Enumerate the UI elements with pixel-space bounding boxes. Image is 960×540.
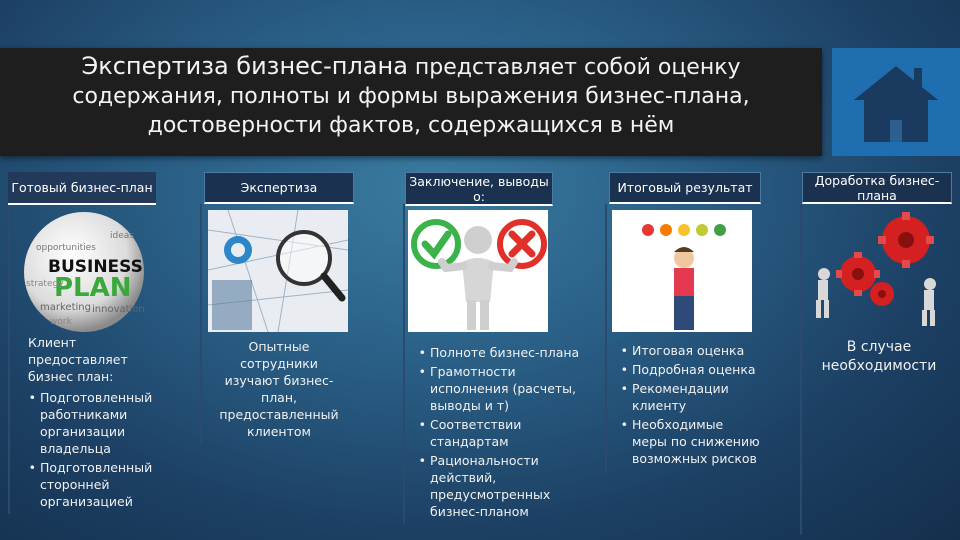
- title-line-2: содержания, полноты и формы выражения бизнес-плана,: [72, 84, 750, 109]
- column-ready-plan: [8, 172, 156, 205]
- image-word: ideas: [110, 231, 134, 241]
- column-expertise-text: Опытные сотрудники изучают бизнес-план, предоставленный клиентом: [219, 339, 339, 439]
- column-intro: Клиент предоставляет бизнес план:: [28, 335, 128, 384]
- bullet-list: [620, 342, 760, 467]
- bullet-list: [28, 389, 160, 510]
- list-item: • Подробная оценка: [632, 361, 760, 378]
- list-item: • Рекомендации клиенту: [632, 380, 760, 414]
- list-item: • Итоговая оценка: [632, 342, 760, 359]
- column-revision-text: В случае необходимости: [821, 339, 937, 374]
- image-word: strategy: [26, 279, 64, 289]
- title-lead: Экспертиза бизнес-плана: [81, 52, 408, 80]
- list-item: • Соответствии стандартам: [430, 416, 588, 450]
- column-head: Заключение, выводы о:: [405, 172, 553, 206]
- image-word: opportunities: [36, 243, 96, 253]
- list-item: • Рациональности действий, предусмотренных бизнес-планом: [430, 452, 588, 520]
- image-word: marketing: [40, 302, 91, 313]
- column-divider: [200, 204, 202, 444]
- business-plan-sphere-image: [14, 210, 156, 332]
- column-result-text: [620, 338, 760, 469]
- person-check-cross-image: [408, 210, 548, 332]
- column-divider: [800, 204, 802, 534]
- list-item: • Полноте бизнес-плана: [430, 344, 588, 361]
- title-rest: представляет собой оценку: [407, 55, 741, 80]
- title-line-3: достоверности фактов, содержащихся в нём: [147, 113, 675, 138]
- column-conclusion: [405, 172, 553, 206]
- list-item: • Необходимые меры по снижению возможных рисков: [632, 416, 760, 467]
- slide-title: [0, 52, 822, 140]
- column-head: Доработка бизнес-плана: [802, 172, 952, 204]
- list-item: • Подготовленный работниками организации владельца: [40, 389, 160, 457]
- column-expertise: [204, 172, 354, 204]
- column-divider: [8, 204, 10, 514]
- column-ready-plan-text: [28, 334, 160, 512]
- people-pushing-gears-image: [806, 210, 946, 332]
- column-head: Готовый бизнес-план: [8, 172, 156, 205]
- person-rating-faces-image: [612, 210, 752, 332]
- column-revision: [802, 172, 952, 204]
- image-word: innovation: [92, 304, 145, 315]
- column-divider: [605, 204, 607, 474]
- image-word: work: [50, 317, 72, 327]
- magnifier-map-image: [208, 210, 348, 332]
- list-item: • Грамотности исполнения (расчеты, выводы и т): [430, 363, 588, 414]
- home-button[interactable]: [832, 48, 960, 156]
- column-divider: [403, 204, 405, 524]
- column-conclusion-text: [418, 340, 588, 522]
- bullet-list: [418, 344, 588, 520]
- list-item: • Подготовленный сторонней организацией: [40, 459, 160, 510]
- column-head: Экспертиза: [204, 172, 354, 204]
- column-result: [609, 172, 761, 204]
- image-word: PLAN: [54, 273, 132, 303]
- house-icon: [832, 48, 960, 156]
- column-head: Итоговый результат: [609, 172, 761, 204]
- image-word: BUSINESS: [48, 257, 143, 277]
